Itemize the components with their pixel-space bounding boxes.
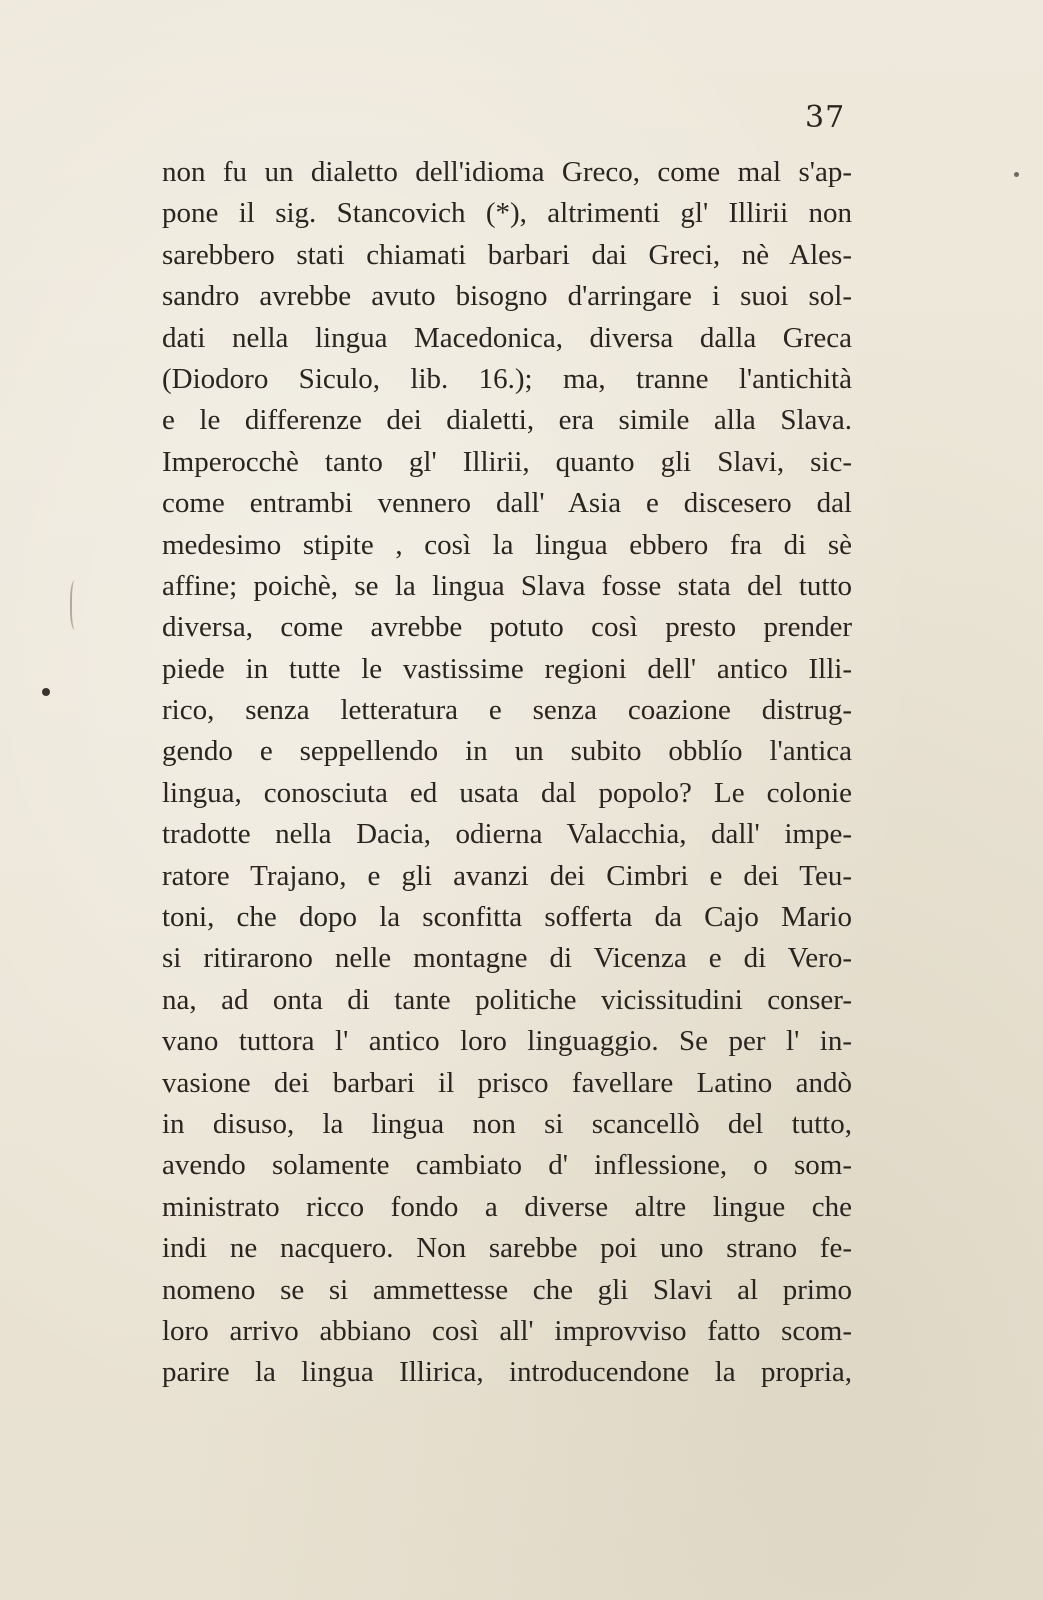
text-line: dati nella lingua Macedonica, diversa dalla Greca [162, 321, 852, 354]
text-line: vano tuttora l' antico loro linguaggio. Se per l' in- [162, 1025, 852, 1058]
text-line: non fu un dialetto dell'idioma Greco, come mal s'ap- [162, 156, 852, 188]
text-line: ministrato ricco fondo a diverse altre lingue che [162, 1190, 852, 1223]
text-line: rico, senza letteratura e senza coazione distrug- [162, 694, 852, 727]
text-line: pone il sig. Stancovich (*), altrimenti gl' Illirii non [162, 197, 852, 230]
text-line: gendo e seppellendo in un subito obblío l'antica [162, 735, 852, 768]
text-line: e le differenze dei dialetti, era simile alla Slava. [162, 404, 852, 437]
text-line: indi ne nacquero. Non sarebbe poi uno strano fe- [162, 1232, 852, 1265]
text-line: (Diodoro Siculo, lib. 16.); ma, tranne l'antichità [162, 362, 852, 395]
ink-speck [1014, 172, 1019, 177]
text-line: medesimo stipite , così la lingua ebbero fra di sè [162, 528, 852, 561]
text-line: vasione dei barbari il prisco favellare Latino andò [162, 1066, 852, 1099]
text-line: loro arrivo abbiano così all' improvviso fatto scom- [162, 1314, 852, 1347]
text-line: affine; poichè, se la lingua Slava fosse stata del tutto [162, 569, 852, 602]
paper-crease-mark [70, 580, 82, 630]
text-line: sarebbero stati chiamati barbari dai Greci, nè Ales- [162, 238, 852, 271]
text-line: piede in tutte le vastissime regioni dell' antico Illi- [162, 652, 852, 685]
text-line: ratore Trajano, e gli avanzi dei Cimbri e dei Teu- [162, 859, 852, 892]
text-line: sandro avrebbe avuto bisogno d'arringare i suoi sol- [162, 280, 852, 313]
text-line: Imperocchè tanto gl' Illirii, quanto gli Slavi, sic- [162, 445, 852, 478]
text-line: na, ad onta di tante politiche vicissitudini conser- [162, 983, 852, 1016]
text-line: parire la lingua Illirica, introducendone la propria, [162, 1356, 852, 1389]
text-line: come entrambi vennero dall' Asia e discesero dal [162, 487, 852, 520]
body-text [162, 152, 852, 1394]
text-line: lingua, conosciuta ed usata dal popolo? Le colonie [162, 776, 852, 809]
text-line: avendo solamente cambiato d' inflessione, o som- [162, 1149, 852, 1182]
text-line: tradotte nella Dacia, odierna Valacchia, dall' impe- [162, 818, 852, 851]
ink-speck [42, 688, 50, 696]
page-number: 37 [805, 100, 846, 135]
text-line: diversa, come avrebbe potuto così presto prender [162, 611, 852, 644]
text-line: nomeno se si ammettesse che gli Slavi al primo [162, 1273, 852, 1306]
text-line: toni, che dopo la sconfitta sofferta da Cajo Mario [162, 901, 852, 934]
text-line: in disuso, la lingua non si scancellò del tutto, [162, 1107, 852, 1140]
text-line: si ritirarono nelle montagne di Vicenza e di Vero- [162, 942, 852, 975]
